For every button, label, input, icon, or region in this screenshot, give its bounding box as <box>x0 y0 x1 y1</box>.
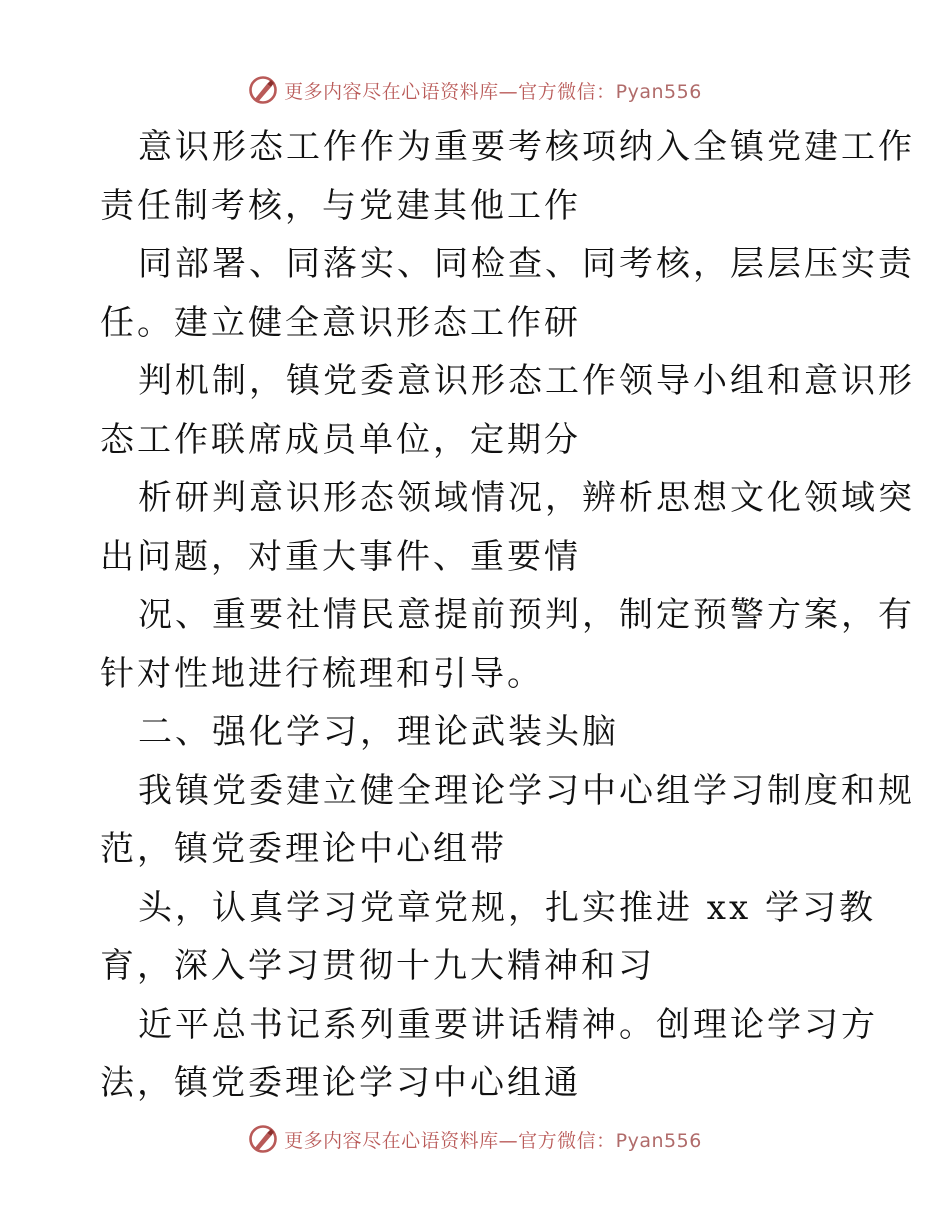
text-line: 近平总书记系列重要讲话精神。创理论学习方 <box>138 1004 878 1045</box>
text-line: 范，镇党委理论中心组带 <box>100 829 507 869</box>
text-line: 况、重要社情民意提前预判，制定预警方案，有 <box>138 595 915 635</box>
pen-logo-icon <box>248 75 278 105</box>
document-body <box>100 118 915 1113</box>
header-banner-text: 更多内容尽在心语资料库—官方微信：Pyan556 <box>284 80 702 103</box>
header-wechat-id: Pyan556 <box>615 80 702 103</box>
footer-banner <box>0 1119 950 1159</box>
footer-wechat-id: Pyan556 <box>615 1129 702 1152</box>
text-line: 针对性地进行梳理和引导。 <box>100 653 544 694</box>
text-line: 头，认真学习党章党规，扎实推进 xx 学习教 <box>138 887 876 928</box>
text-line: 任。建立健全意识形态工作研 <box>100 302 581 343</box>
footer-banner-text: 更多内容尽在心语资料库—官方微信：Pyan556 <box>284 1129 702 1152</box>
text-line: 判机制，镇党委意识形态工作领导小组和意识形 <box>138 361 915 401</box>
text-line: 法，镇党委理论学习中心组通 <box>100 1063 581 1103</box>
text-line: 出问题，对重大事件、重要情 <box>100 536 581 577</box>
header-banner <box>0 70 950 110</box>
text-line: 析研判意识形态领域情况，辨析思想文化领域突 <box>138 478 915 518</box>
pen-logo-icon <box>248 1124 278 1154</box>
text-line: 育，深入学习贯彻十九大精神和习 <box>100 946 655 986</box>
text-line: 意识形态工作作为重要考核项纳入全镇党建工作 <box>138 127 915 167</box>
text-line: 同部署、同落实、同检查、同考核，层层压实责 <box>138 244 915 284</box>
text-line: 我镇党委建立健全理论学习中心组学习制度和规 <box>138 770 915 811</box>
text-line: 态工作联席成员单位，定期分 <box>100 419 581 460</box>
text-line: 责任制考核，与党建其他工作 <box>100 185 581 226</box>
section-heading: 二、强化学习，理论武装头脑 <box>138 712 619 752</box>
